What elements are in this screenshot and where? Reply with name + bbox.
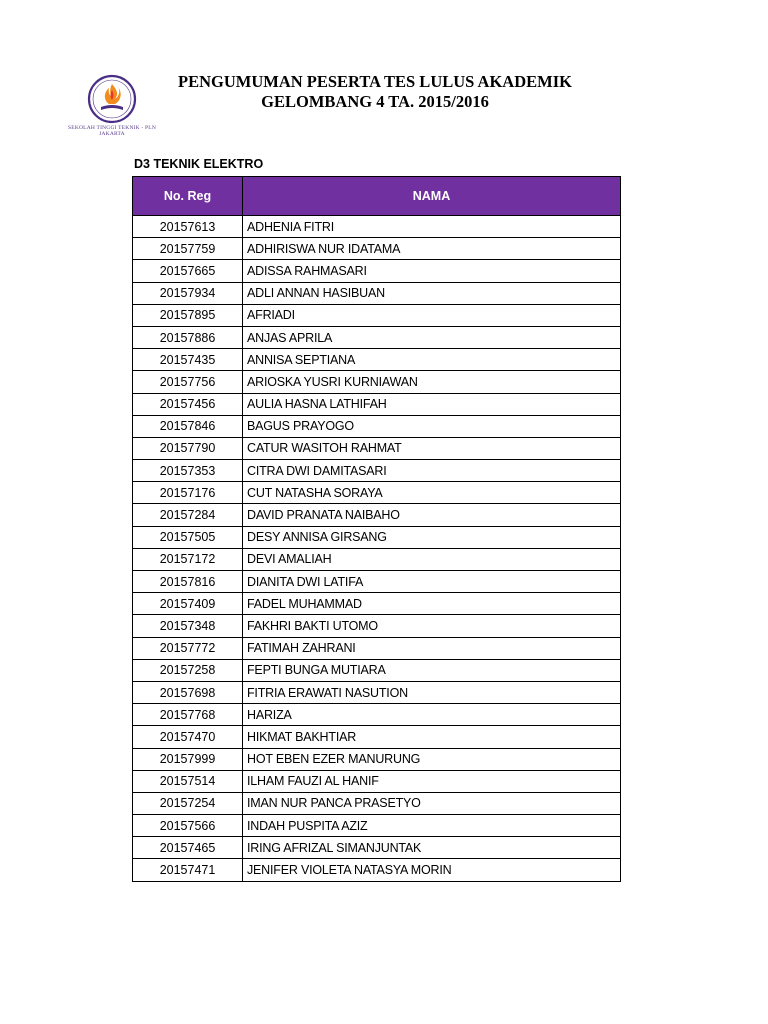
participant-name: IRING AFRIZAL SIMANJUNTAK — [243, 837, 621, 859]
table-row — [133, 637, 621, 659]
registration-number: 20157471 — [133, 859, 243, 881]
participant-name: IMAN NUR PANCA PRASETYO — [243, 792, 621, 814]
participant-name: DEVI AMALIAH — [243, 548, 621, 570]
table-row — [133, 437, 621, 459]
table-row — [133, 593, 621, 615]
table-row — [133, 371, 621, 393]
participant-name: HIKMAT BAKHTIAR — [243, 726, 621, 748]
participant-name: DAVID PRANATA NAIBAHO — [243, 504, 621, 526]
table-row — [133, 681, 621, 703]
logo-caption-line2: JAKARTA — [99, 131, 125, 137]
registration-number: 20157934 — [133, 282, 243, 304]
registration-number: 20157258 — [133, 659, 243, 681]
registration-number: 20157772 — [133, 637, 243, 659]
flame-emblem-icon — [87, 74, 137, 124]
table-row — [133, 815, 621, 837]
participant-name: INDAH PUSPITA AZIZ — [243, 815, 621, 837]
title-line-2: GELOMBANG 4 TA. 2015/2016 — [261, 92, 489, 111]
participant-name: ADHENIA FITRI — [243, 216, 621, 238]
participant-name: ADLI ANNAN HASIBUAN — [243, 282, 621, 304]
participant-name: FITRIA ERAWATI NASUTION — [243, 681, 621, 703]
table-row — [133, 571, 621, 593]
table-row — [133, 216, 621, 238]
participant-name: AFRIADI — [243, 304, 621, 326]
column-header-reg: No. Reg — [133, 177, 243, 216]
table-header-row — [133, 177, 621, 216]
participant-name: CUT NATASHA SORAYA — [243, 482, 621, 504]
participant-name: FEPTI BUNGA MUTIARA — [243, 659, 621, 681]
table-row — [133, 792, 621, 814]
table-row — [133, 460, 621, 482]
table-row — [133, 482, 621, 504]
registration-number: 20157756 — [133, 371, 243, 393]
results-table — [132, 176, 621, 882]
table-row — [133, 770, 621, 792]
participant-name: DIANITA DWI LATIFA — [243, 571, 621, 593]
participant-name: FADEL MUHAMMAD — [243, 593, 621, 615]
participant-name: ILHAM FAUZI AL HANIF — [243, 770, 621, 792]
registration-number: 20157353 — [133, 460, 243, 482]
participant-name: FATIMAH ZAHRANI — [243, 637, 621, 659]
participant-name: ARIOSKA YUSRI KURNIAWAN — [243, 371, 621, 393]
table-row — [133, 393, 621, 415]
table-row — [133, 859, 621, 881]
table-row — [133, 282, 621, 304]
registration-number: 20157759 — [133, 238, 243, 260]
table-row — [133, 615, 621, 637]
participant-name: HOT EBEN EZER MANURUNG — [243, 748, 621, 770]
registration-number: 20157790 — [133, 437, 243, 459]
registration-number: 20157435 — [133, 349, 243, 371]
registration-number: 20157566 — [133, 815, 243, 837]
logo-caption-line1: SEKOLAH TINGGI TEKNIK - PLN — [68, 125, 156, 131]
participant-name: ANNISA SEPTIANA — [243, 349, 621, 371]
table-row — [133, 704, 621, 726]
participant-name: HARIZA — [243, 704, 621, 726]
registration-number: 20157665 — [133, 260, 243, 282]
table-row — [133, 726, 621, 748]
registration-number: 20157409 — [133, 593, 243, 615]
page-title — [140, 72, 610, 112]
registration-number: 20157816 — [133, 571, 243, 593]
table-body — [133, 216, 621, 882]
participant-name: BAGUS PRAYOGO — [243, 415, 621, 437]
participant-name: ANJAS APRILA — [243, 326, 621, 348]
table-row — [133, 326, 621, 348]
table-row — [133, 659, 621, 681]
registration-number: 20157846 — [133, 415, 243, 437]
registration-number: 20157768 — [133, 704, 243, 726]
table-row — [133, 415, 621, 437]
registration-number: 20157698 — [133, 681, 243, 703]
registration-number: 20157465 — [133, 837, 243, 859]
registration-number: 20157456 — [133, 393, 243, 415]
participant-name: JENIFER VIOLETA NATASYA MORIN — [243, 859, 621, 881]
table-row — [133, 260, 621, 282]
participant-name: AULIA HASNA LATHIFAH — [243, 393, 621, 415]
participant-name: CITRA DWI DAMITASARI — [243, 460, 621, 482]
title-line-1: PENGUMUMAN PESERTA TES LULUS AKADEMIK — [178, 72, 572, 91]
participant-name: FAKHRI BAKTI UTOMO — [243, 615, 621, 637]
registration-number: 20157505 — [133, 526, 243, 548]
registration-number: 20157886 — [133, 326, 243, 348]
registration-number: 20157284 — [133, 504, 243, 526]
registration-number: 20157999 — [133, 748, 243, 770]
participant-name: ADISSA RAHMASARI — [243, 260, 621, 282]
registration-number: 20157254 — [133, 792, 243, 814]
registration-number: 20157514 — [133, 770, 243, 792]
registration-number: 20157348 — [133, 615, 243, 637]
section-heading: D3 TEKNIK ELEKTRO — [134, 157, 264, 171]
registration-number: 20157176 — [133, 482, 243, 504]
table-row — [133, 238, 621, 260]
table-row — [133, 748, 621, 770]
registration-number: 20157613 — [133, 216, 243, 238]
table-row — [133, 304, 621, 326]
participant-name: ADHIRISWA NUR IDATAMA — [243, 238, 621, 260]
registration-number: 20157470 — [133, 726, 243, 748]
participant-name: CATUR WASITOH RAHMAT — [243, 437, 621, 459]
table-row — [133, 548, 621, 570]
table-row — [133, 504, 621, 526]
registration-number: 20157172 — [133, 548, 243, 570]
table-row — [133, 837, 621, 859]
table-row — [133, 526, 621, 548]
registration-number: 20157895 — [133, 304, 243, 326]
participant-name: DESY ANNISA GIRSANG — [243, 526, 621, 548]
table-row — [133, 349, 621, 371]
column-header-name: NAMA — [243, 177, 621, 216]
